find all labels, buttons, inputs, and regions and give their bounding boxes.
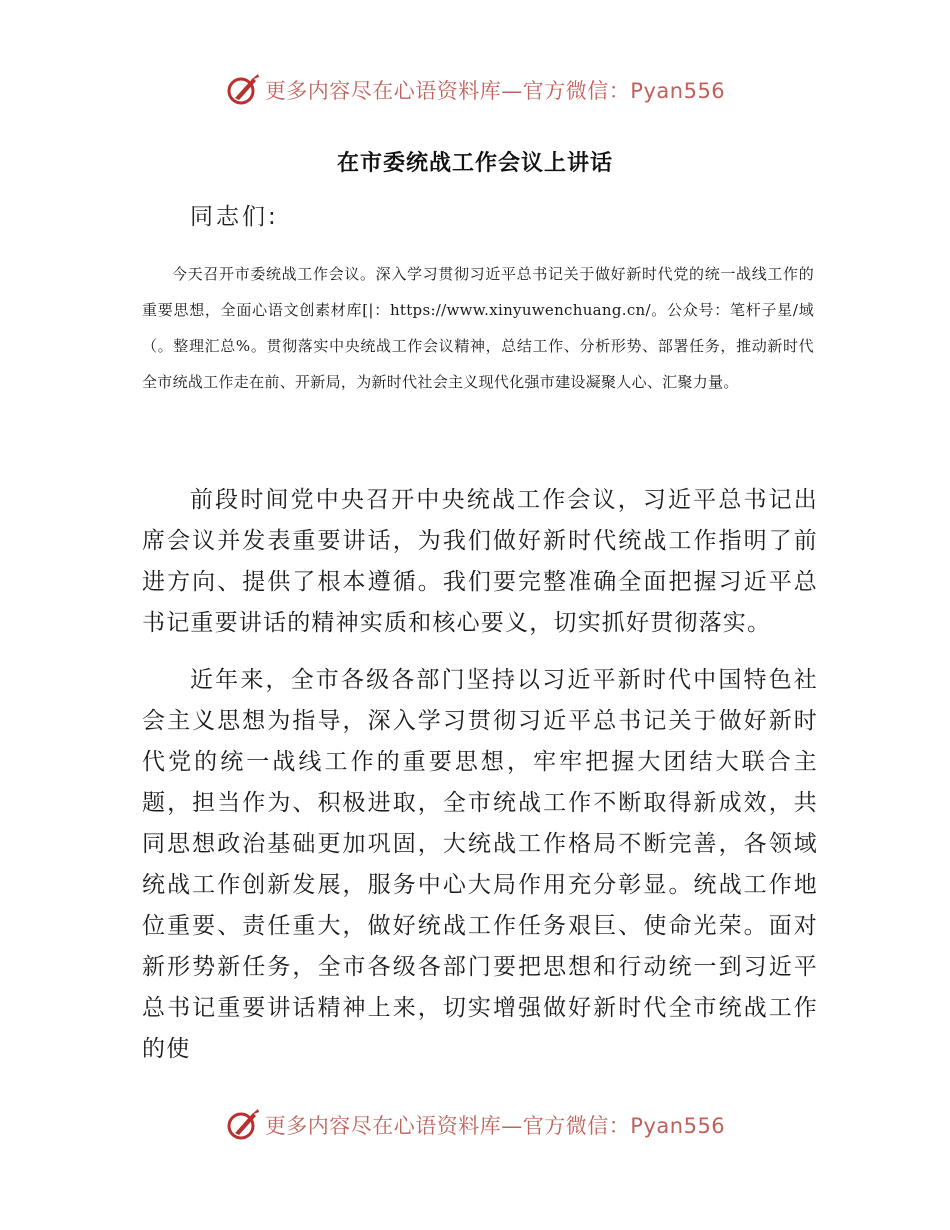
paragraph-intro: 今天召开市委统战工作会议。深入学习贯彻习近平总书记关于做好新时代党的统一战线工作的重要思想，全面心语文创素材库[|：https://www.xinyuwenchuang.cn/。公众号：笔杆子星/域（。整理汇总%。贯彻落实中央统战工作会议精神，总结工作、分析形势、部署任务，推动新时代全市统战工作走在前、开新局，为新时代社会主义现代化强市建设凝聚人心、汇聚力量。 <box>142 265 814 391</box>
header-banner-text: 更多内容尽在心语资料库—官方微信：Pyan556 <box>264 79 726 103</box>
quill-logo-icon <box>225 1107 261 1143</box>
document-title: 在市委统战工作会议上讲话 <box>336 151 613 176</box>
footer-banner-text: 更多内容尽在心语资料库—官方微信：Pyan556 <box>264 1114 726 1138</box>
paragraph-recent-years: 近年来，全市各级各部门坚持以习近平新时代中国特色社会主义思想为指导，深入学习贯彻习近平总书记关于做好新时代党的统一战线工作的重要思想，牢牢把握大团结大联合主题，担当作为、积极进取，全市统战工作不断取得新成效，共同思想政治基础更加巩固，大统战工作格局不断完善，各领域统战工作创新发展，服务中心大局作用充分彰显。统战工作地位重要、责任重大，做好统战工作任务艰巨、使命光荣。面对新形势新任务，全市各级各部门要把思想和行动统一到习近平总书记重要讲话精神上来，切实增强做好新时代全市统战工作的使 <box>142 667 818 1062</box>
footer-banner <box>0 1103 950 1147</box>
quill-logo-icon <box>225 72 261 108</box>
salutation: 同志们: <box>190 204 279 230</box>
paragraph-central-meeting: 前段时间党中央召开中央统战工作会议，习近平总书记出席会议并发表重要讲话，为我们做好新时代统战工作指明了前进方向、提供了根本遵循。我们要完整准确全面把握习近平总书记重要讲话的精神实质和核心要义，切实抓好贯彻落实。 <box>142 487 818 636</box>
header-banner <box>0 68 950 112</box>
